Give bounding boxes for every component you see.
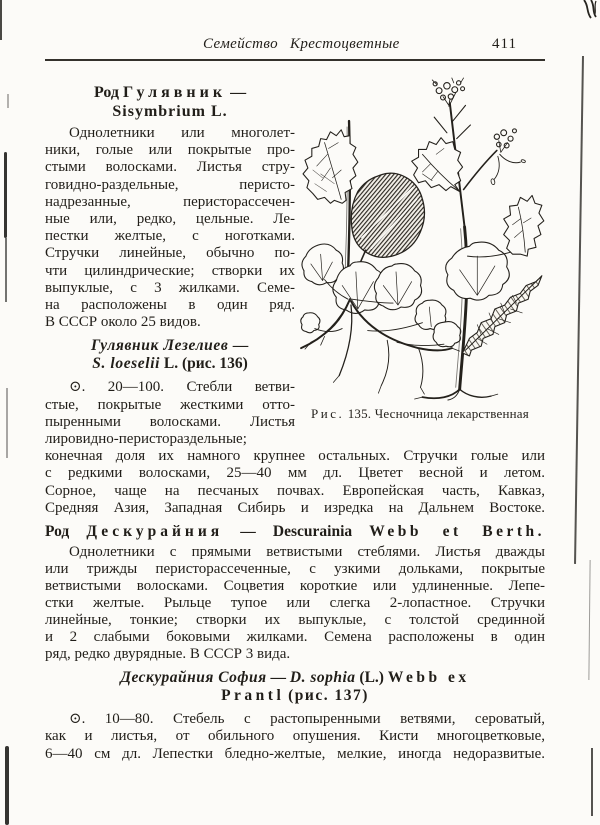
text-line: В СССР около 25 видов.: [45, 314, 201, 331]
dash: —: [240, 523, 256, 541]
figure-caption: [295, 406, 545, 422]
text-line: стки желтые. Рыльце тупое или слегка 2-лопастное. Стручки: [45, 595, 545, 612]
paragraph-loeselii-wide: [45, 448, 545, 517]
text-line: лировидно-перистораздельные;: [45, 431, 247, 448]
paragraph-sophia-description: [45, 711, 545, 763]
species-heading-sophia: [45, 669, 545, 705]
text-line: надрезанные, перисторассечен-: [45, 193, 295, 210]
species-authority2: Prantl: [221, 687, 285, 705]
dash: —: [270, 669, 287, 687]
text-line: ряд, редко двурядные. В СССР 3 вида.: [45, 646, 291, 663]
text-line: ники, голые или покрытые про-: [45, 142, 295, 159]
figure-title: Чесночница лекарственная: [374, 406, 529, 421]
illustration-column: [295, 61, 545, 448]
text-line: ветвистыми волосками. Соцветия короткие или удлиненные. Лепе-: [45, 578, 545, 595]
text-line: ⊙. 10—80. Стебель с растопыренными ветвями, сероватый,: [69, 711, 545, 728]
text-line: Однолетники или многолет-: [69, 125, 295, 141]
paragraph-loeselii-narrow: [45, 379, 295, 448]
text-line: с редкими волосками, 25—40 мм дл. Цветет весной и летом.: [45, 465, 545, 482]
species-name-latin: S. loeselii: [92, 355, 161, 373]
text-line: стыми волосками. Листья стру-: [45, 159, 295, 176]
text-line: как и листья, от обильного опушения. Кисти многоцветковые,: [45, 728, 545, 745]
species-author-figref: L. (рис. 136): [163, 355, 248, 373]
running-title: [203, 36, 400, 53]
text-line: пыренными волосками. Листья: [45, 413, 295, 430]
left-text-column: [45, 61, 295, 448]
page-content: [45, 36, 545, 763]
text-line: чти цилиндрические; створки их: [45, 262, 295, 279]
scan-edge-artifact-left: [6, 388, 8, 458]
text-line: Средняя Азия, Западная Сибирь и изредка на Дальнем Востоке.: [45, 499, 545, 516]
figure-number: 135.: [347, 406, 372, 421]
text-line: выпуклые, с 3 жилками. Семе-: [45, 279, 295, 296]
text-line: или трижды перисторассеченные, с узкими дольками, покрытые: [45, 561, 545, 578]
genus-authority: Webb et Berth.: [369, 523, 546, 541]
genus-name-latin: Sisymbrium L.: [112, 103, 228, 120]
text-line: ные или, редко, цельные. Ле-: [45, 211, 295, 228]
running-head: [45, 36, 545, 56]
genus-heading-ru-line: [45, 83, 295, 102]
genus-name-ru: Гулявник: [122, 84, 227, 101]
text-line: Однолетники с прямыми ветвистыми стеблями. Листья дважды: [69, 544, 545, 561]
scan-edge-artifact-left: [4, 152, 7, 238]
family-name-word2: Крестоцветные: [290, 36, 400, 52]
genus-prefix: Род: [45, 523, 70, 541]
scan-edge-artifact-right: [574, 56, 584, 564]
text-line: на расположены в один ряд.: [45, 297, 295, 314]
family-name-word1: Семейство: [203, 36, 279, 52]
genus-heading-descurainia: [45, 522, 545, 541]
species-author-abbrev: (L.): [359, 669, 384, 687]
genus-prefix: Род: [93, 84, 119, 101]
scan-edge-artifact-left: [7, 94, 9, 108]
dash: —: [230, 84, 247, 101]
paragraph-descurainia-description: [45, 544, 545, 663]
two-column-section: [45, 61, 545, 448]
species-heading-line1: [45, 669, 545, 687]
page-number: 411: [492, 36, 517, 52]
species-heading-loeselii: [45, 337, 295, 373]
species-heading-line2: [45, 687, 545, 705]
text-line: пестки желтые, с ноготками.: [45, 228, 295, 245]
scan-edge-artifact-top-left: [0, 0, 2, 40]
genus-name-ru: Дескурайния: [86, 523, 224, 541]
scan-edge-artifact-right: [588, 560, 591, 680]
text-line: стые, покрытые жесткими отто-: [45, 396, 295, 413]
figure-reference: (рис. 137): [288, 687, 369, 705]
species-name-ru: Дескурайния София: [120, 669, 267, 687]
figure-label: Рис.: [311, 406, 345, 421]
species-authority1: Webb ex: [387, 669, 470, 687]
species-name-latin: D. sophia: [289, 669, 356, 687]
scan-edge-artifact-left: [5, 238, 7, 302]
text-line: Сорное, чаще на песчаных почвах. Европейская часть, Кавказ,: [45, 482, 545, 499]
text-line: конечная доля их намного крупнее остальных. Стручки голые или: [45, 448, 545, 465]
scan-edge-artifact-bottom-left: [5, 746, 9, 825]
paragraph-sisymbrium-description: [45, 125, 295, 331]
figure-135: [295, 76, 545, 422]
scan-edge-artifact-bottom-right: [591, 748, 593, 816]
text-line: 6—40 см дл. Лепестки бледно-желтые, мелкие, иногда недоразвитые.: [45, 745, 545, 762]
text-line: ⊙. 20—100. Стебли ветви-: [69, 379, 295, 396]
text-line: линейные, тонкие; створки их выпуклые, с толстой срединной: [45, 612, 545, 629]
text-line: говидно-раздельные, перисто-: [45, 176, 295, 193]
scan-edge-artifact-top-right: [580, 0, 600, 24]
botanical-illustration: [295, 76, 545, 401]
genus-name-latin: Descurainia: [272, 523, 353, 541]
genus-heading-sisymbrium: [45, 83, 295, 121]
text-line: и 2 слабыми боковыми жилками. Семена расположены в один: [45, 629, 545, 646]
text-line: Стручки линейные, обычно по-: [45, 245, 295, 262]
species-name-ru: Гулявник Лезелиев —: [91, 337, 249, 355]
